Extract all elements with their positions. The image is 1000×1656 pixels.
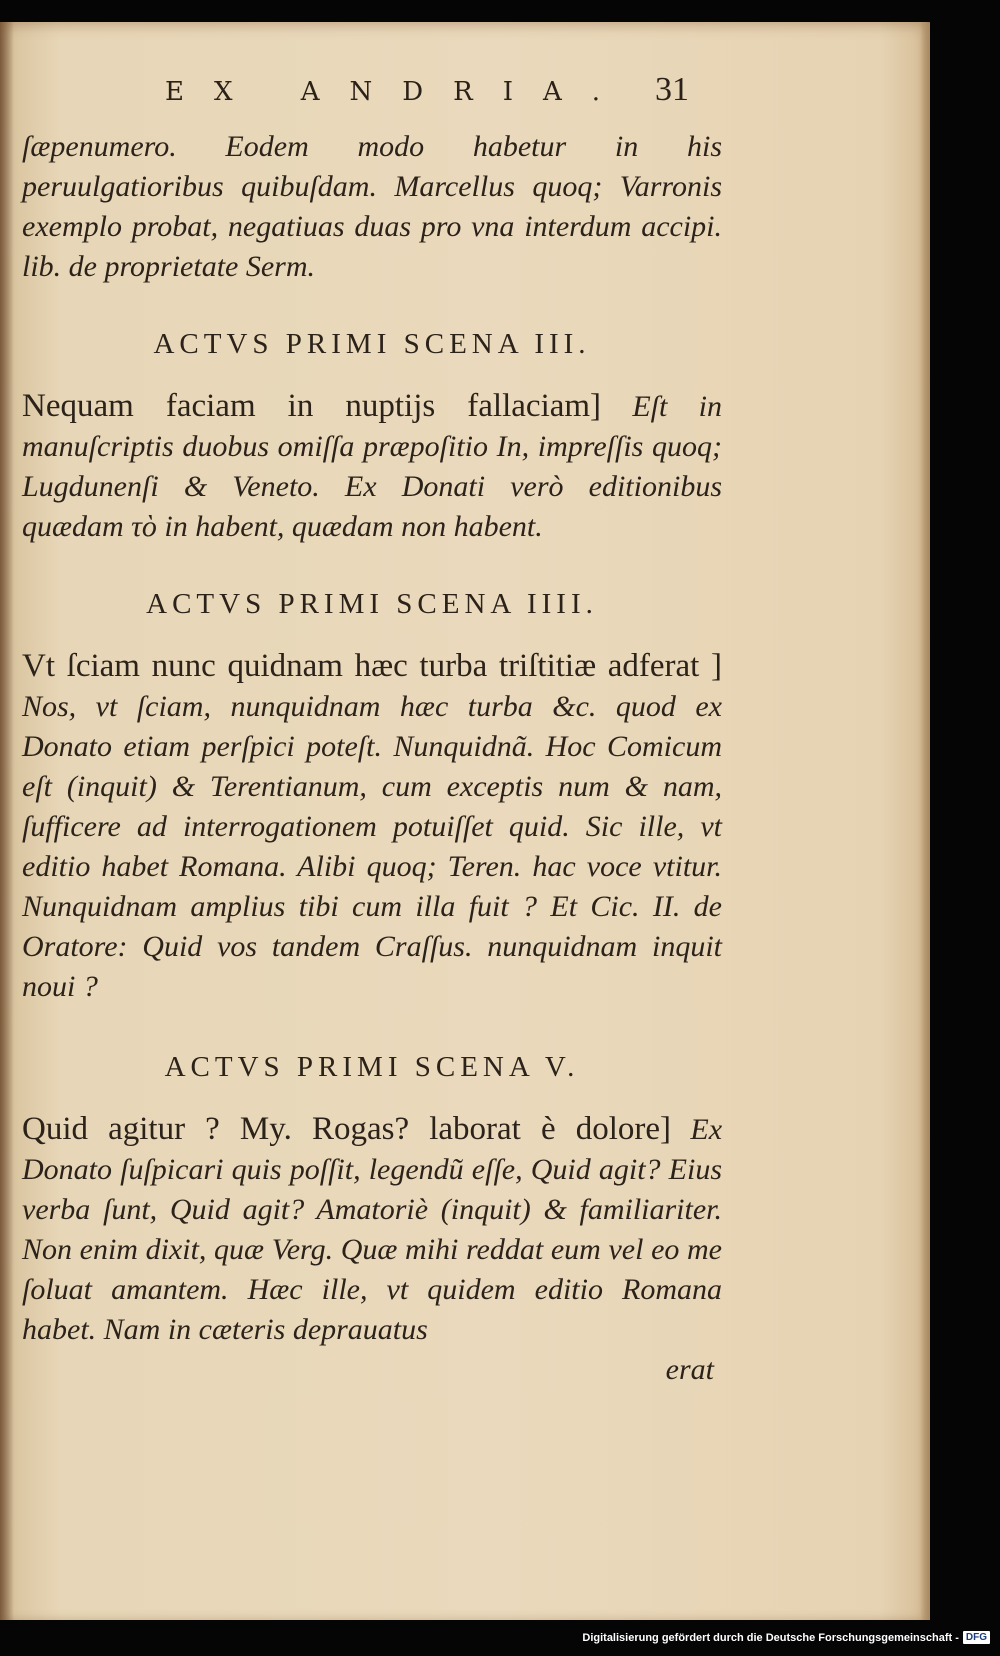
commentary-scena-3: Eſt in manuſcriptis duobus omiſſa præpoſitio In, impreſſis quoq; Lugdunenſi & Veneto. Ex Donati verò editionibus quædam τὸ in habent, quædam non habent.: [22, 390, 722, 543]
commentary-scena-4: Nos, vt ſciam, nunquidnam hæc turba &c. quod ex Donato etiam perſpici poteſt. Nunquidnã. Hoc Comicum eſt (inquit) & Terentianum, cum exceptis num & nam, ſufficere ad interrogationem potuiſſet quid. Sic ille, vt editio habet Romana. Alibi quoq; Teren. hac voce vtitur. Nunquidnam amplius tibi cum illa fuit ? Et Cic. II. de Oratore: Quid vos tandem Craſſus. nunquidnam inquit noui ?: [22, 690, 722, 1003]
paragraph-continuation: ſæpenumero. Eodem modo habetur in his peruulgatioribus quibuſdam. Marcellus quoq; Varronis exemplo probat, negatiuas duas pro vna interdum accipi. lib. de proprietate Serm.: [22, 130, 722, 283]
credit-text: Digitalisierung gefördert durch die Deutsche Forschungsgemeinschaft -: [582, 1631, 959, 1644]
paragraph-scena-5: [22, 1109, 722, 1350]
page-number: 31: [655, 71, 689, 108]
lemma-scena-4: Vt ſciam nunc quidnam hæc turba triſtitiæ adferat ]: [22, 648, 722, 684]
section-heading-scena-4: ACTVS PRIMI SCENA IIII.: [146, 588, 598, 620]
section-heading-scena-5: ACTVS PRIMI SCENA V.: [164, 1051, 580, 1083]
lemma-scena-5: Quid agitur ? My. Rogas? laborat è dolore]: [22, 1111, 672, 1147]
catchword: erat: [665, 1353, 714, 1386]
dfg-logo: DFG: [963, 1631, 990, 1644]
paragraph-scena-4: [22, 646, 722, 1007]
running-head: EX ANDRIA.: [165, 77, 631, 107]
commentary-scena-5: Ex Donato ſuſpicari quis poſſit, legendũ eſſe, Quid agit? Eius verba ſunt, Quid agit? Amatoriè (inquit) & familiariter. Non enim dixit, quæ Verg. Quæ mihi reddat eum vel eo me ſoluat amantem. Hæc ille, vt quidem editio Romana habet. Nam in cæteris deprauatus: [22, 1113, 723, 1346]
section-heading-scena-3: ACTVS PRIMI SCENA III.: [153, 328, 591, 360]
paragraph-scena-3: [22, 386, 722, 547]
page-content: [22, 127, 722, 1390]
lemma-scena-3: Nequam faciam in nuptijs fallaciam]: [22, 388, 602, 424]
book-page: [0, 22, 930, 1620]
page-header: [0, 71, 930, 117]
digitization-credit: [582, 1631, 990, 1644]
